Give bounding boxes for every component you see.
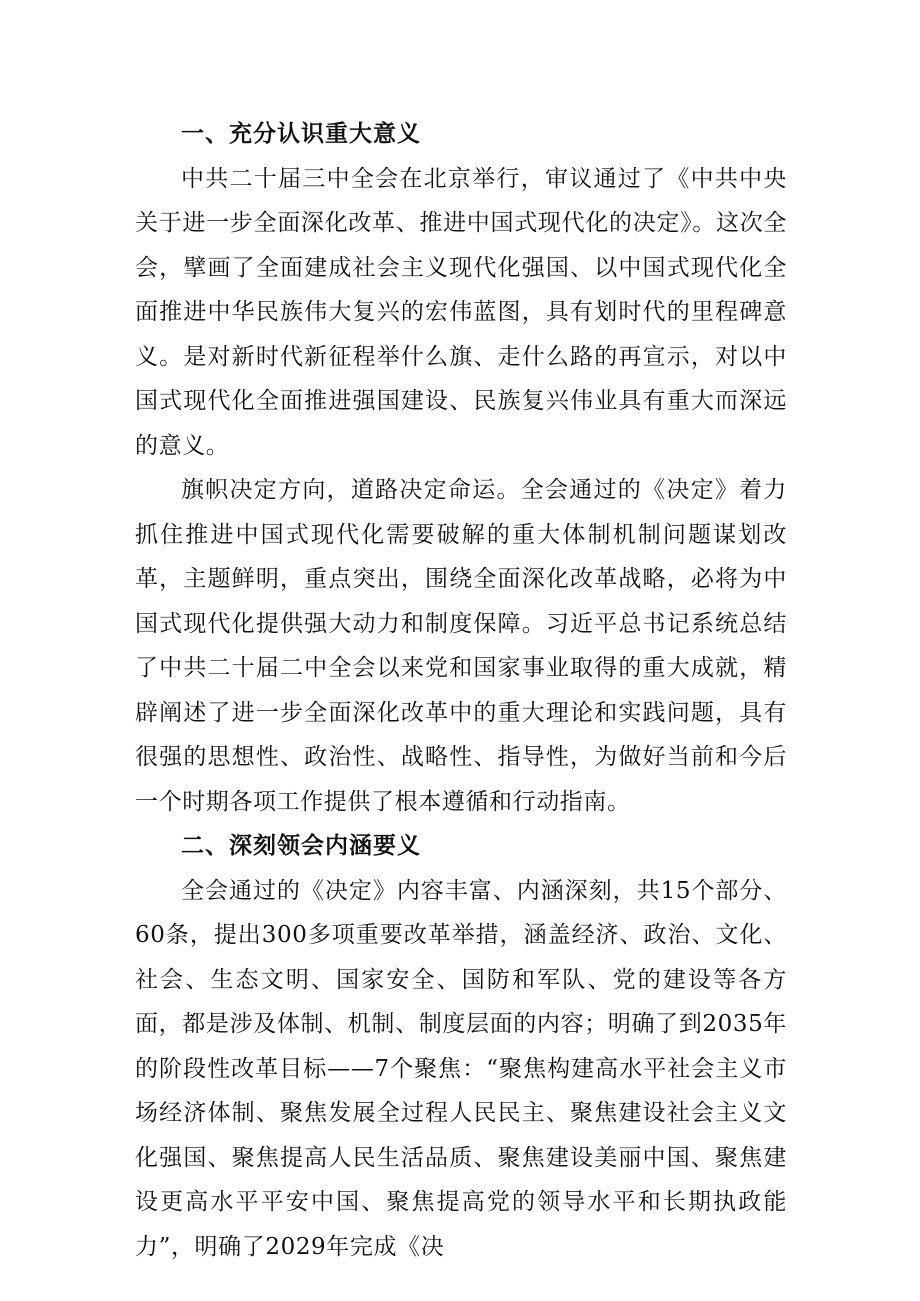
section-heading-1: 一、充分认识重大意义 (181, 121, 421, 147)
paragraph-1: 中共二十届三中全会在北京举行，审议通过了《中共中央关于进一步全面深化改革、推进中国式现代化的决定》。这次全会，擘画了全面建成社会主义现代化强国、以中国式现代化全面推进中华民族伟大复兴的宏伟蓝图，具有划时代的里程碑意义。是对新时代新征程举什么旗、走什么路的再宣示，对以中国式现代化全面推进强国建设、民族复兴伟业具有重大而深远的意义。 (135, 165, 787, 459)
document-body (135, 112, 787, 1269)
paragraph-2: 旗帜决定方向，道路决定命运。全会通过的《决定》着力抓住推进中国式现代化需要破解的重大体制机制问题谋划改革，主题鲜明，重点突出，围绕全面深化改革战略，必将为中国式现代化提供强大动力和制度保障。习近平总书记系统总结了中共二十届二中全会以来党和国家事业取得的重大成就，精辟阐述了进一步全面深化改革中的重大理论和实践问题，具有很强的思想性、政治性、战略性、指导性，为做好当前和今后一个时期各项工作提供了根本遵循和行动指南。 (135, 477, 787, 815)
section-heading-2: 二、深刻领会内涵要义 (181, 833, 421, 859)
paragraph-3: 全会通过的《决定》内容丰富、内涵深刻，共15个部分、60条，提出300多项重要改革举措，涵盖经济、政治、文化、社会、生态文明、国家安全、国防和军队、党的建设等各方面，都是涉及体制、机制、制度层面的内容；明确了到2035年的阶段性改革目标——7个聚焦：“聚焦构建高水平社会主义市场经济体制、聚焦发展全过程人民民主、聚焦建设社会主义文化强国、聚焦提高人民生活品质、聚焦建设美丽中国、聚焦建设更高水平平安中国、聚焦提高党的领导水平和长期执政能力”，明确了2029年完成《决 (135, 877, 787, 1260)
